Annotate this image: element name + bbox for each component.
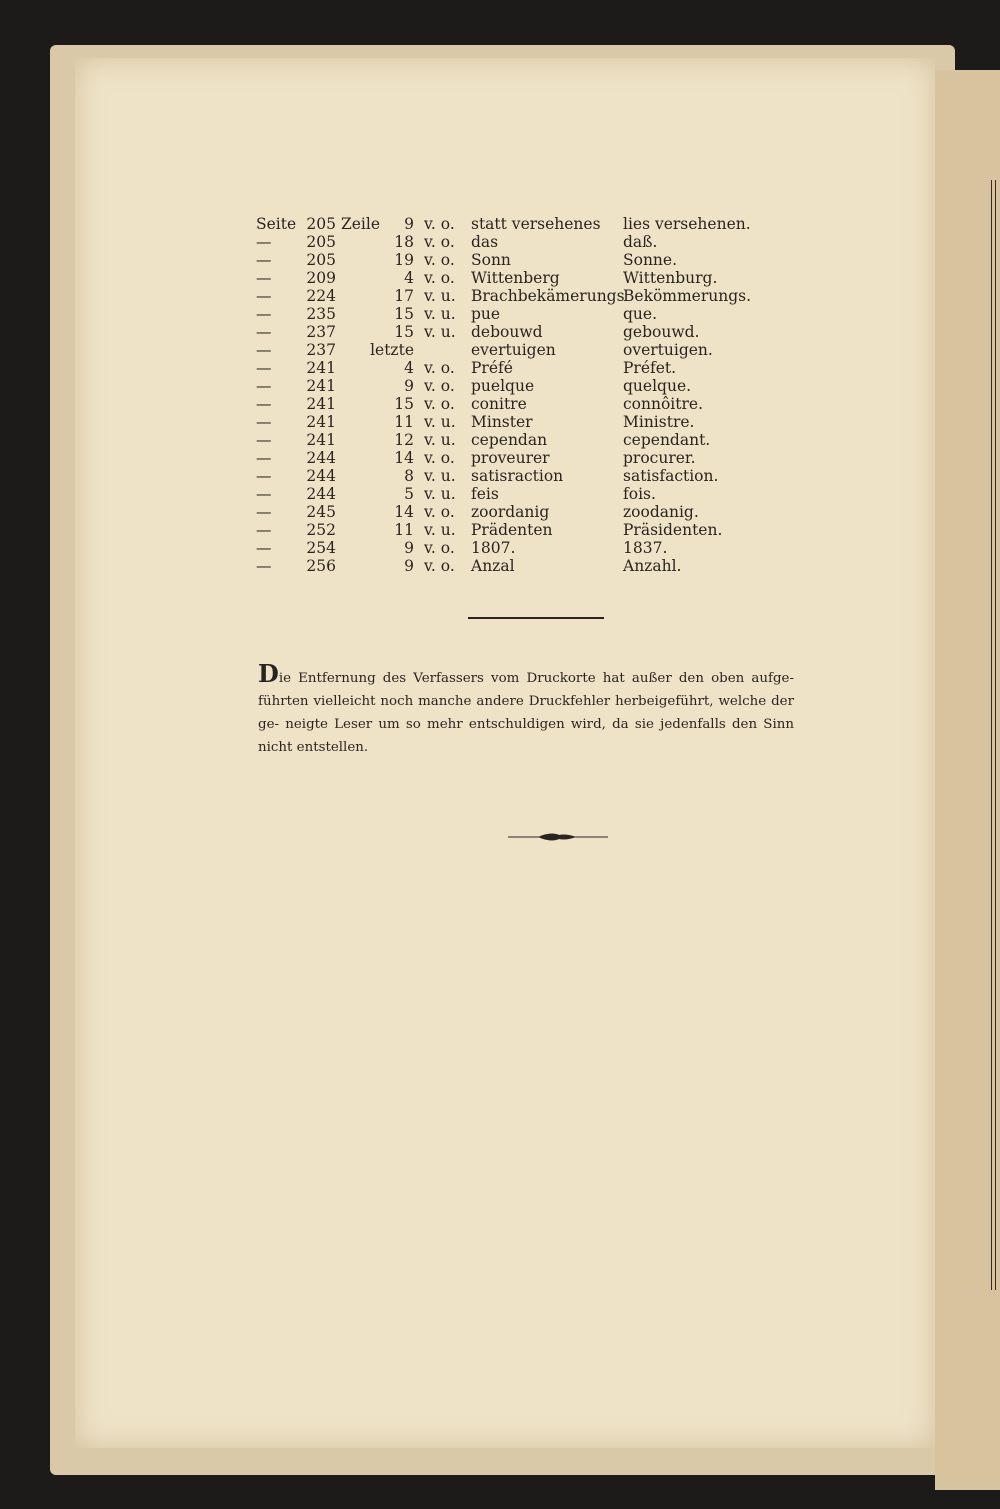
note-text: ie Entfernung des Verfassers vom Druckorte hat außer den oben aufge- führten vielleicht noch manche andere Druckfehler herbeigeführt, welche der ge- neigte Leser um so mehr entschuldigen wird, da sie jedenfalls den Sinn nicht entstellen. [258,671,794,755]
row-position: v. o. [424,359,455,377]
row-page: 254 [306,539,336,557]
row-position: v. o. [424,395,455,413]
row-line: 15 [394,305,414,323]
row-dash: — [256,269,272,287]
row-dash: — [256,431,272,449]
row-correct-word: 1837. [623,539,668,557]
errata-position: v. o. [424,215,455,233]
errata-row [256,431,783,449]
row-correct-word: Wittenburg. [623,269,718,287]
row-correct-word: Bekömmerungs. [623,287,752,305]
row-position: v. o. [424,557,455,575]
row-line: 14 [394,503,414,521]
row-correct-word: connôitre. [623,395,704,413]
errata-row [256,521,783,539]
row-position: v. u. [424,485,456,503]
row-line: letzte [370,341,414,359]
row-line: 4 [404,359,414,377]
row-line: 14 [394,449,414,467]
row-line: 8 [404,467,414,485]
errata-row [256,467,783,485]
row-wrong-word: pue [471,305,501,323]
errata-row [256,485,783,503]
errata-row [256,557,783,575]
row-dash: — [256,377,272,395]
row-line: 15 [394,323,414,341]
errata-row [256,503,783,521]
row-dash: — [256,503,272,521]
row-correct-word: quelque. [623,377,692,395]
row-dash: — [256,449,272,467]
row-correct-word: Sonne. [623,251,678,269]
errata-row [256,539,783,557]
row-page: 241 [306,413,336,431]
row-dash: — [256,557,272,575]
errata-note [258,659,794,759]
errata-table [256,215,783,575]
row-line: 9 [404,539,414,557]
row-dash: — [256,341,272,359]
row-dash: — [256,467,272,485]
row-position: v. u. [424,467,456,485]
row-correct-word: procurer. [623,449,696,467]
errata-row [256,287,783,305]
errata-header-row [256,215,783,233]
row-position: v. u. [424,323,456,341]
row-page: 244 [306,467,336,485]
row-page: 244 [306,485,336,503]
row-page: 205 [306,233,336,251]
row-position [424,341,469,359]
row-wrong-word: satisraction [471,467,564,485]
errata-row [256,449,783,467]
errata-row [256,233,783,251]
row-correct-word: gebouwd. [623,323,700,341]
row-page: 241 [306,359,336,377]
row-page: 241 [306,395,336,413]
row-position: v. o. [424,251,455,269]
errata-line-label: Zeile [340,215,380,233]
row-position: v. u. [424,521,456,539]
row-position: v. o. [424,503,455,521]
errata-row [256,341,783,359]
row-line: 5 [404,485,414,503]
errata-row [256,359,783,377]
row-wrong-word: 1807. [471,539,516,557]
row-dash: — [256,305,272,323]
row-dash: — [256,251,272,269]
errata-row [256,305,783,323]
row-wrong-word: conitre [471,395,527,413]
row-position: v. o. [424,449,455,467]
row-wrong-word: Anzal [471,557,515,575]
row-wrong-word: cependan [471,431,548,449]
row-position: v. o. [424,377,455,395]
row-page: 209 [306,269,336,287]
row-page: 252 [306,521,336,539]
facing-page [935,70,1000,1490]
ornament-flourish [508,828,608,846]
row-position: v. o. [424,269,455,287]
row-line: 17 [394,287,414,305]
row-dash: — [256,395,272,413]
errata-correct-word: lies versehenen. [623,215,751,233]
row-dash: — [256,287,272,305]
row-correct-word: que. [623,305,658,323]
row-line: 12 [394,431,414,449]
row-dash: — [256,359,272,377]
row-dash: — [256,521,272,539]
row-correct-word: daß. [623,233,658,251]
errata-row [256,395,783,413]
errata-row [256,377,783,395]
row-wrong-word: puelque [471,377,535,395]
row-wrong-word: Prädenten [471,521,553,539]
row-line: 9 [404,557,414,575]
row-line: 4 [404,269,414,287]
section-divider-rule [468,617,604,619]
row-wrong-word: feis [471,485,499,503]
row-dash: — [256,485,272,503]
row-dash: — [256,539,272,557]
errata-row [256,323,783,341]
row-line: 11 [394,413,414,431]
errata-page-label: Seite [256,215,297,233]
row-line: 11 [394,521,414,539]
row-position: v. u. [424,305,456,323]
row-line: 18 [394,233,414,251]
row-page: 224 [306,287,336,305]
row-wrong-word: Minster [471,413,533,431]
row-page: 235 [306,305,336,323]
row-line: 15 [394,395,414,413]
row-line: 19 [394,251,414,269]
row-page: 244 [306,449,336,467]
row-correct-word: Präsidenten. [623,521,723,539]
row-page: 205 [306,251,336,269]
row-correct-word: Préfet. [623,359,677,377]
row-page: 256 [306,557,336,575]
row-wrong-word: Sonn [471,251,511,269]
row-position: v. u. [424,431,456,449]
errata-row [256,251,783,269]
row-page: 241 [306,377,336,395]
row-wrong-word: Wittenberg [471,269,560,287]
row-wrong-word: Brachbekämerungs [471,287,625,305]
row-correct-word: satisfaction. [623,467,719,485]
facing-page-border [991,180,996,1290]
row-page: 245 [306,503,336,521]
row-wrong-word: proveurer [471,449,550,467]
row-wrong-word: Préfé [471,359,513,377]
row-wrong-word: evertuigen [471,341,556,359]
row-page: 237 [306,323,336,341]
row-wrong-word: zoordanig [471,503,550,521]
row-position: v. o. [424,539,455,557]
row-page: 237 [306,341,336,359]
errata-row [256,269,783,287]
row-page: 241 [306,431,336,449]
row-position: v. u. [424,287,456,305]
row-correct-word: zoodanig. [623,503,699,521]
row-correct-word: Anzahl. [623,557,682,575]
errata-rows [256,233,783,575]
row-position: v. o. [424,233,455,251]
row-correct-word: Ministre. [623,413,695,431]
row-position: v. u. [424,413,456,431]
drop-initial: D [258,659,279,688]
row-correct-word: cependant. [623,431,711,449]
errata-row [256,413,783,431]
errata-page: 205 [306,215,336,233]
row-wrong-word: das [471,233,499,251]
errata-wrong-word: statt versehenes [471,215,601,233]
row-correct-word: overtuigen. [623,341,713,359]
row-line: 9 [404,377,414,395]
row-dash: — [256,413,272,431]
row-dash: — [256,233,272,251]
row-wrong-word: debouwd [471,323,543,341]
row-correct-word: fois. [623,485,656,503]
row-dash: — [256,323,272,341]
errata-line: 9 [404,215,414,233]
